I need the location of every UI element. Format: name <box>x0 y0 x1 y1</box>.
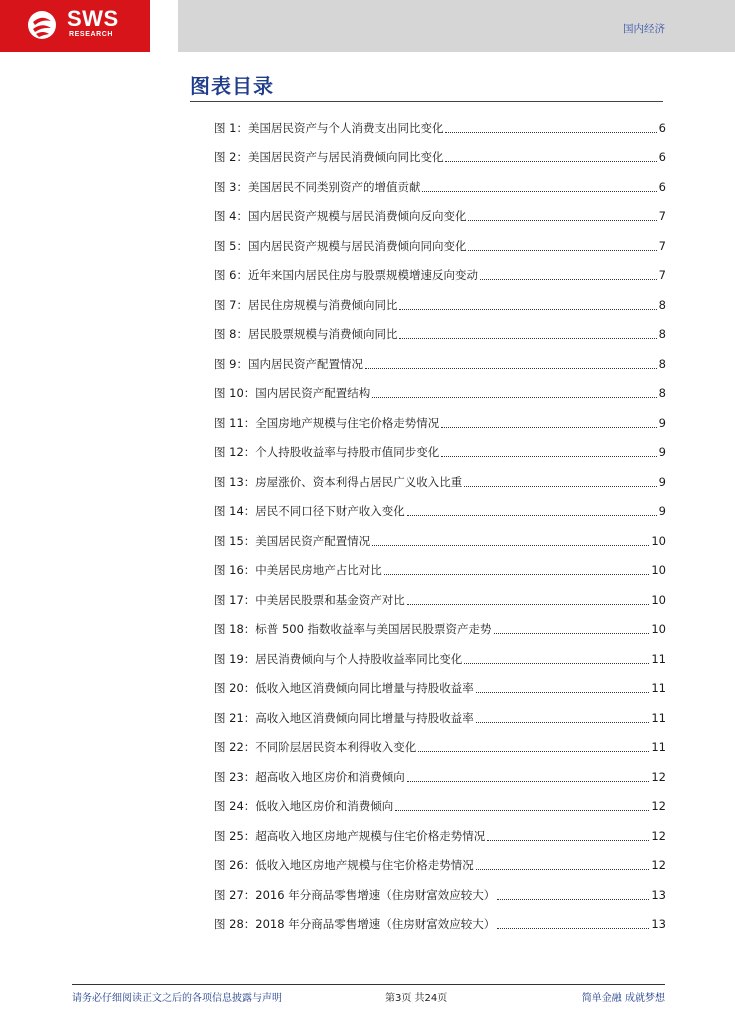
figure-list <box>214 113 666 939</box>
toc-entry-page: 6 <box>658 120 666 135</box>
toc-entry-label: 图 10：国内居民资产配置结构 <box>214 386 371 401</box>
toc-entry-label: 图 7：居民住房规模与消费倾向同比 <box>214 297 398 312</box>
toc-dot-leader <box>476 691 650 693</box>
toc-entry-label: 图 8：居民股票规模与消费倾向同比 <box>214 327 398 342</box>
toc-dot-leader <box>464 485 656 487</box>
toc-dot-leader <box>487 839 649 841</box>
toc-entry-label: 图 14：居民不同口径下财产收入变化 <box>214 504 405 519</box>
toc-entry-page: 7 <box>658 209 666 224</box>
toc-entry-page: 11 <box>651 681 666 696</box>
toc-dot-leader <box>395 809 649 811</box>
toc-entry[interactable] <box>214 438 666 468</box>
toc-dot-leader <box>441 426 656 428</box>
toc-entry[interactable] <box>214 556 666 586</box>
toc-entry[interactable] <box>214 261 666 291</box>
toc-entry-page: 12 <box>651 769 666 784</box>
toc-dot-leader <box>476 868 650 870</box>
toc-entry-label: 图 16：中美居民房地产占比对比 <box>214 563 382 578</box>
toc-entry[interactable] <box>214 231 666 261</box>
logo-subtext: RESEARCH <box>69 31 114 38</box>
toc-dot-leader <box>384 573 650 575</box>
toc-entry[interactable] <box>214 703 666 733</box>
toc-entry-label: 图 11：全国房地产规模与住宅价格走势情况 <box>214 415 440 430</box>
page-title: 图表目录 <box>190 74 274 98</box>
toc-entry-label: 图 4：国内居民资产规模与居民消费倾向反向变化 <box>214 209 467 224</box>
logo-swirl-icon <box>27 10 57 40</box>
toc-entry[interactable] <box>214 408 666 438</box>
toc-entry-page: 10 <box>651 592 666 607</box>
toc-entry-page: 10 <box>651 563 666 578</box>
toc-dot-leader <box>441 455 656 457</box>
logo-text: SWS <box>67 6 119 31</box>
toc-dot-leader <box>372 544 649 546</box>
toc-entry-page: 9 <box>658 474 666 489</box>
toc-dot-leader <box>497 927 649 929</box>
toc-dot-leader <box>422 190 656 192</box>
toc-entry-label: 图 6：近年来国内居民住房与股票规模增速反向变动 <box>214 268 478 283</box>
toc-entry-label: 图 15：美国居民资产配置情况 <box>214 533 371 548</box>
toc-dot-leader <box>407 514 657 516</box>
toc-entry[interactable] <box>214 910 666 940</box>
toc-entry-page: 13 <box>651 887 666 902</box>
toc-entry-page: 12 <box>651 799 666 814</box>
page-footer <box>72 989 665 1005</box>
toc-entry[interactable] <box>214 172 666 202</box>
toc-entry[interactable] <box>214 143 666 173</box>
toc-entry-page: 12 <box>651 828 666 843</box>
toc-entry-page: 6 <box>658 150 666 165</box>
toc-dot-leader <box>445 160 656 162</box>
toc-entry-label: 图 21：高收入地区消费倾向同比增量与持股收益率 <box>214 710 474 725</box>
report-category: 国内经济 <box>623 23 665 35</box>
toc-entry-label: 图 28：2018 年分商品零售增速（住房财富效应较大） <box>214 917 496 932</box>
toc-entry-label: 图 24：低收入地区房价和消费倾向 <box>214 799 394 814</box>
toc-entry-page: 9 <box>658 415 666 430</box>
toc-dot-leader <box>445 131 656 133</box>
toc-entry-label: 图 27：2016 年分商品零售增速（住房财富效应较大） <box>214 887 496 902</box>
toc-entry[interactable] <box>214 880 666 910</box>
toc-entry-label: 图 23：超高收入地区房价和消费倾向 <box>214 769 405 784</box>
toc-entry-page: 8 <box>658 356 666 371</box>
toc-dot-leader <box>464 662 649 664</box>
toc-entry-page: 11 <box>651 651 666 666</box>
toc-entry-page: 10 <box>651 533 666 548</box>
toc-entry-label: 图 20：低收入地区消费倾向同比增量与持股收益率 <box>214 681 474 696</box>
toc-entry-label: 图 3：美国居民不同类别资产的增值贡献 <box>214 179 421 194</box>
toc-dot-leader <box>494 632 650 634</box>
toc-entry-page: 8 <box>658 297 666 312</box>
toc-dot-leader <box>480 278 657 280</box>
toc-entry-page: 6 <box>658 179 666 194</box>
toc-entry-label: 图 25：超高收入地区房地产规模与住宅价格走势情况 <box>214 828 486 843</box>
toc-entry[interactable] <box>214 644 666 674</box>
toc-entry[interactable] <box>214 202 666 232</box>
toc-entry-label: 图 1：美国居民资产与个人消费支出同比变化 <box>214 120 444 135</box>
toc-entry[interactable] <box>214 349 666 379</box>
toc-entry-label: 图 13：房屋涨价、资本利得占居民广义收入比重 <box>214 474 463 489</box>
toc-entry-page: 8 <box>658 386 666 401</box>
toc-dot-leader <box>407 603 650 605</box>
footer-slogan: 简单金融 成就梦想 <box>581 993 665 1004</box>
title-divider <box>190 101 663 102</box>
toc-entry[interactable] <box>214 615 666 645</box>
toc-entry-page: 11 <box>651 710 666 725</box>
toc-entry-label: 图 9：国内居民资产配置情况 <box>214 356 363 371</box>
toc-dot-leader <box>407 780 650 782</box>
toc-dot-leader <box>497 898 649 900</box>
toc-entry[interactable] <box>214 467 666 497</box>
toc-dot-leader <box>418 750 649 752</box>
header-bar <box>178 0 735 52</box>
toc-entry-label: 图 19：居民消费倾向与个人持股收益率同比变化 <box>214 651 463 666</box>
toc-entry[interactable] <box>214 792 666 822</box>
toc-entry[interactable] <box>214 851 666 881</box>
toc-entry[interactable] <box>214 379 666 409</box>
toc-entry-page: 11 <box>651 740 666 755</box>
toc-entry[interactable] <box>214 290 666 320</box>
toc-dot-leader <box>372 396 656 398</box>
toc-entry[interactable] <box>214 113 666 143</box>
toc-entry-page: 9 <box>658 445 666 460</box>
footer-disclaimer: 请务必仔细阅读正文之后的各项信息披露与声明 <box>72 993 282 1004</box>
toc-entry-label: 图 17：中美居民股票和基金资产对比 <box>214 592 405 607</box>
toc-entry[interactable] <box>214 320 666 350</box>
toc-entry[interactable] <box>214 497 666 527</box>
toc-entry-page: 10 <box>651 622 666 637</box>
toc-entry-label: 图 2：美国居民资产与居民消费倾向同比变化 <box>214 150 444 165</box>
toc-dot-leader <box>468 249 656 251</box>
toc-entry-label: 图 12：个人持股收益率与持股市值同步变化 <box>214 445 440 460</box>
toc-entry-page: 7 <box>658 238 666 253</box>
toc-entry-label: 图 18：标普 500 指数收益率与美国居民股票资产走势 <box>214 622 492 637</box>
footer-page-number: 第3页 共24页 <box>385 993 448 1004</box>
toc-dot-leader <box>365 367 657 369</box>
toc-entry-page: 9 <box>658 504 666 519</box>
toc-entry[interactable] <box>214 733 666 763</box>
footer-divider <box>72 984 665 985</box>
toc-dot-leader <box>399 308 656 310</box>
toc-entry[interactable] <box>214 762 666 792</box>
toc-entry-label: 图 22：不同阶层居民资本利得收入变化 <box>214 740 417 755</box>
brand-logo <box>0 0 150 52</box>
toc-entry[interactable] <box>214 526 666 556</box>
toc-entry-page: 8 <box>658 327 666 342</box>
toc-entry-label: 图 5：国内居民资产规模与居民消费倾向同向变化 <box>214 238 467 253</box>
toc-entry-page: 13 <box>651 917 666 932</box>
toc-dot-leader <box>476 721 650 723</box>
toc-dot-leader <box>468 219 656 221</box>
toc-entry-page: 7 <box>658 268 666 283</box>
toc-entry[interactable] <box>214 585 666 615</box>
toc-entry[interactable] <box>214 674 666 704</box>
toc-entry-page: 12 <box>651 858 666 873</box>
toc-dot-leader <box>399 337 656 339</box>
toc-entry[interactable] <box>214 821 666 851</box>
toc-entry-label: 图 26：低收入地区房地产规模与住宅价格走势情况 <box>214 858 474 873</box>
